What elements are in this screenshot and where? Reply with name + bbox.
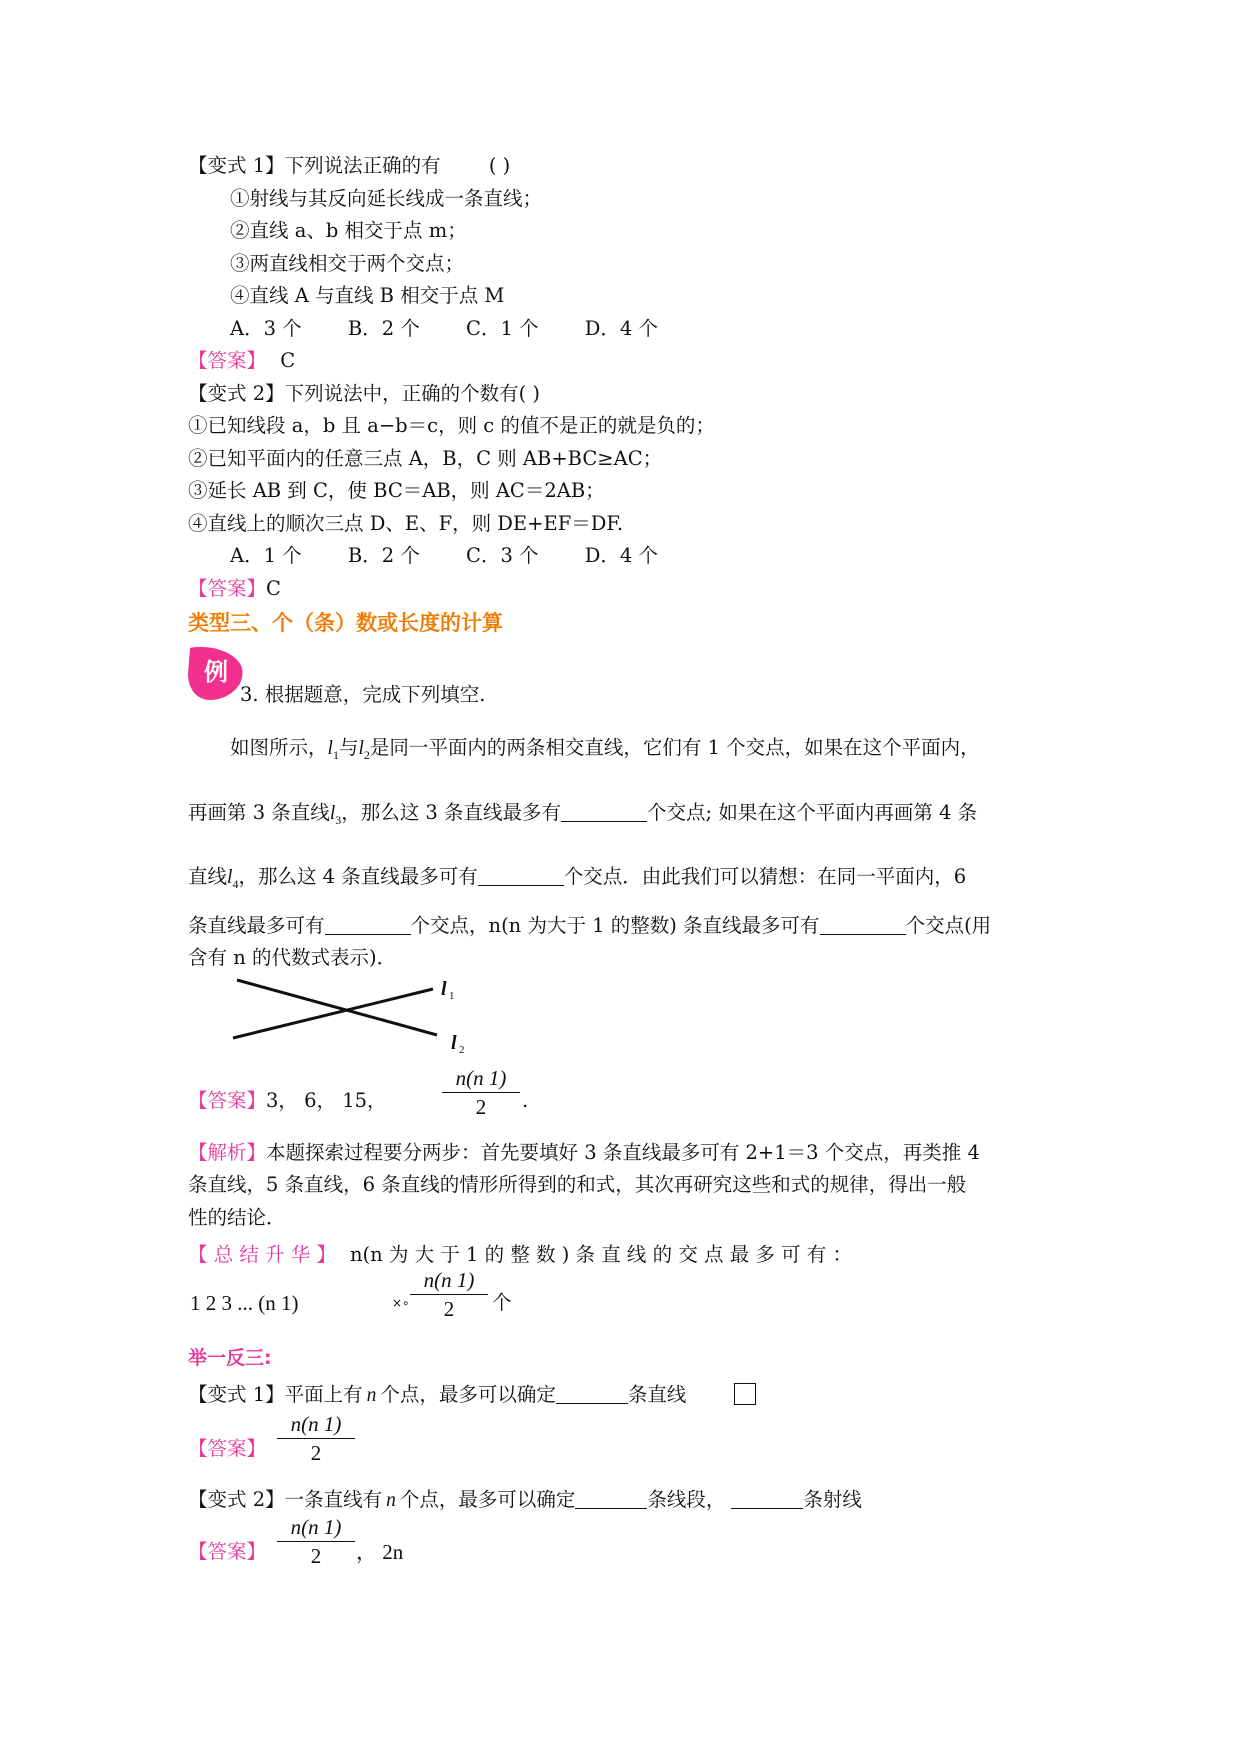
symbol-l2: l <box>358 738 364 759</box>
extend-v1-fraction <box>277 1412 355 1465</box>
blank-v1-lines[interactable] <box>556 1383 628 1404</box>
example-p4-text-c: 个交点(用 <box>905 914 992 937</box>
extend-v2-fraction-numerator: n(n 1) <box>290 1515 342 1539</box>
example-p4-text-a: 条直线最多可有 <box>188 914 325 937</box>
extend-v1-n: n <box>366 1385 377 1406</box>
variant1-paren: ( ) <box>488 154 511 177</box>
analysis-line-2: 条直线，5 条直线，6 条直线的情形所得到的和式，其次再研究这些和式的规律，得出一般 <box>188 1173 967 1196</box>
variant2-question-line <box>188 381 540 407</box>
example-paragraph-4 <box>188 913 991 939</box>
variant2-option-b: B．2 个 <box>347 544 420 567</box>
example-p2-text-c: 个交点; 如果在这个平面内再画第 4 条 <box>647 801 978 824</box>
variant1-tag: 【变式 1】 <box>188 154 285 177</box>
section-title: 类型三、个（条）数或长度的计算 <box>188 611 503 635</box>
summary-fraction-bar <box>410 1294 488 1295</box>
example-p3-text-b: ，那么这 4 条直线最多可有 <box>238 865 478 888</box>
symbol-l1: l <box>327 738 333 759</box>
blank-n-lines[interactable] <box>820 914 906 935</box>
summary-fraction-denominator: 2 <box>443 1297 455 1321</box>
variant1-item-3: ③两直线相交于两个交点； <box>230 252 465 275</box>
analysis-line-1 <box>188 1140 980 1166</box>
fraction-bar <box>442 1092 520 1093</box>
example-badge <box>186 646 248 702</box>
extend-v2-fraction-bar <box>277 1541 355 1542</box>
example-p1-text-b: 与 <box>338 736 359 759</box>
extend-variant2-line <box>188 1487 862 1514</box>
fraction-numerator: n(n 1) <box>455 1066 507 1090</box>
analysis-line-3: 性的结论． <box>188 1206 286 1229</box>
summary-tag: 【 总 结 升 华 】 <box>188 1243 336 1266</box>
example-paragraph-5: 含有 n 的代数式表示)． <box>188 946 397 969</box>
variant2-item-4: ④直线上的顺次三点 D、E、F，则 DE+EF＝DF. <box>188 512 624 535</box>
summary-sequence: 1 2 3 ... (n 1) <box>190 1291 299 1315</box>
variant2-options <box>230 543 658 569</box>
extend-v2-answer-tag: 【答案】 <box>188 1540 267 1563</box>
extend-v2-tag: 【变式 2】 <box>188 1488 285 1511</box>
extend-v2-answer-end: ， 2n <box>356 1540 404 1564</box>
summary-fraction-numerator: n(n 1) <box>423 1268 475 1292</box>
variant2-option-c: C．3 个 <box>466 544 539 567</box>
example-paragraph-2 <box>188 800 977 833</box>
extend-v2-text-d: 条射线 <box>803 1488 862 1511</box>
summary-fraction <box>410 1268 488 1321</box>
symbol-l4-sub: 4 <box>232 876 239 891</box>
variant2-item-2: ②已知平面内的任意三点 A，B，C 则 AB+BC≥AC； <box>188 447 663 470</box>
example-answer-fraction <box>442 1066 520 1119</box>
summary-end: 个 <box>492 1291 512 1314</box>
blank-4-lines[interactable] <box>478 865 564 886</box>
extend-v2-n: n <box>386 1490 396 1511</box>
blank-v2-segments[interactable] <box>575 1488 647 1509</box>
analysis-text-1: 本题探索过程要分两步：首先要填好 3 条直线最多可有 2+1＝3 个交点，再类推 4 <box>266 1141 980 1164</box>
example-p2-text-a: 再画第 3 条直线 <box>188 801 330 824</box>
variant1-answer: C <box>280 349 296 372</box>
variant1-option-d: D．4 个 <box>584 317 659 340</box>
figure-label-l2: l <box>451 1032 457 1054</box>
variant2-item-1: ①已知线段 a，b 且 a−b＝c，则 c 的值不是正的就是负的； <box>188 414 715 437</box>
example-answer-values: 3， 6， 15， <box>266 1089 387 1112</box>
example-number-line: 3. 根据题意，完成下列填空. <box>240 683 486 706</box>
variant1-question-line <box>188 153 510 179</box>
variant1-answer-line <box>188 348 295 374</box>
variant1-option-c: C．1 个 <box>466 317 539 340</box>
extend-v1-answer-tag: 【答案】 <box>188 1437 267 1460</box>
example-answer-tag: 【答案】 <box>188 1089 267 1112</box>
example-p2-text-b: ，那么这 3 条直线最多有 <box>341 801 562 824</box>
blank-3-lines[interactable] <box>561 801 647 822</box>
variant1-item-4: ④直线 A 与直线 B 相交于点 M <box>230 284 505 307</box>
example-p1-text-a: 如图所示， <box>230 736 328 759</box>
extend-v2-text-b: 个点，最多可以确定 <box>399 1488 576 1511</box>
variant1-answer-tag: 【答案】 <box>188 349 267 372</box>
variant1-option-b: B．2 个 <box>347 317 420 340</box>
example-p4-text-b: 个交点，n(n 为大于 1 的整数) 条直线最多可有 <box>410 914 820 937</box>
extend-v1-tag: 【变式 1】 <box>188 1383 285 1406</box>
variant2-answer-tag: 【答案】 <box>188 577 267 600</box>
example-p1-text-c: 是同一平面内的两条相交直线，它们有 1 个交点，如果在这个平面内， <box>369 736 980 759</box>
figure-label-l2-sub: 2 <box>459 1044 465 1055</box>
symbol-l2-sub: 2 <box>363 747 370 762</box>
variant2-option-a: A．1 个 <box>230 544 302 567</box>
variant1-options <box>230 316 658 342</box>
example-paragraph-3 <box>188 864 966 897</box>
variant2-answer: C <box>266 577 281 600</box>
analysis-tag: 【解析】 <box>188 1141 267 1164</box>
variant2-question: 下列说法中，正确的个数有( ) <box>284 382 541 405</box>
blank-v2-rays[interactable] <box>731 1488 803 1509</box>
example-answer-line <box>188 1088 387 1114</box>
variant2-item-3: ③延长 AB 到 C，使 BC＝AB，则 AC＝2AB； <box>188 479 605 502</box>
symbol-l4: l <box>227 867 233 888</box>
example-p3-text-c: 个交点．由此我们可以猜想：在同一平面内，6 <box>563 865 967 888</box>
fraction-denominator: 2 <box>475 1095 487 1119</box>
extend-v1-text-b: 个点，最多可以确定 <box>380 1383 556 1406</box>
extend-v1-fraction-numerator: n(n 1) <box>290 1412 342 1436</box>
extend-v1-text-c: 条直线 <box>627 1383 687 1406</box>
symbol-l1-sub: 1 <box>332 747 339 762</box>
example-p3-text-a: 直线 <box>188 865 228 888</box>
symbol-l3: l <box>329 803 336 824</box>
extend-v1-text-a: 平面上有 <box>284 1383 363 1406</box>
summary-line <box>188 1242 852 1268</box>
extend-variant1-line <box>188 1382 686 1409</box>
symbol-l3-sub: 3 <box>335 812 342 827</box>
blank-6-lines[interactable] <box>325 914 411 935</box>
summary-symbol: ×∘ <box>392 1296 410 1310</box>
line-l2 <box>237 980 437 1035</box>
extend-v2-answer-line <box>188 1539 266 1565</box>
summary-text: n(n 为 大 于 1 的 整 数 ) 条 直 线 的 交 点 最 多 可 有 ： <box>350 1243 853 1266</box>
extend-v1-answer-line <box>188 1436 266 1462</box>
extend-v2-fraction-denominator: 2 <box>310 1544 322 1568</box>
variant2-answer-line <box>188 576 281 602</box>
variant1-item-2: ②直线 a、b 相交于点 m； <box>230 219 467 242</box>
example-badge-label: 例 <box>204 658 228 686</box>
variant1-item-1: ①射线与其反向延长线成一条直线； <box>230 187 543 210</box>
extend-v2-fraction <box>277 1515 355 1568</box>
extend-v2-text-c: 条线段， <box>647 1488 726 1511</box>
figure-label-l1-sub: 1 <box>449 990 455 1002</box>
extend-v2-text-a: 一条直线有 <box>284 1488 383 1511</box>
extend-title: 举一反三: <box>188 1347 272 1369</box>
intersecting-lines-figure <box>225 975 475 1055</box>
example-paragraph-1 <box>230 735 980 768</box>
variant1-question: 下列说法正确的有 <box>284 154 441 177</box>
variant1-option-a: A．3 个 <box>230 317 302 340</box>
figure-label-l1: l <box>441 978 447 1000</box>
extend-v1-fraction-bar <box>277 1438 355 1439</box>
empty-box <box>734 1383 756 1405</box>
variant2-option-d: D．4 个 <box>584 544 659 567</box>
example-answer-period: . <box>522 1089 529 1112</box>
line-l1 <box>233 989 433 1038</box>
variant2-tag: 【变式 2】 <box>188 382 285 405</box>
extend-v1-fraction-denominator: 2 <box>310 1441 322 1465</box>
